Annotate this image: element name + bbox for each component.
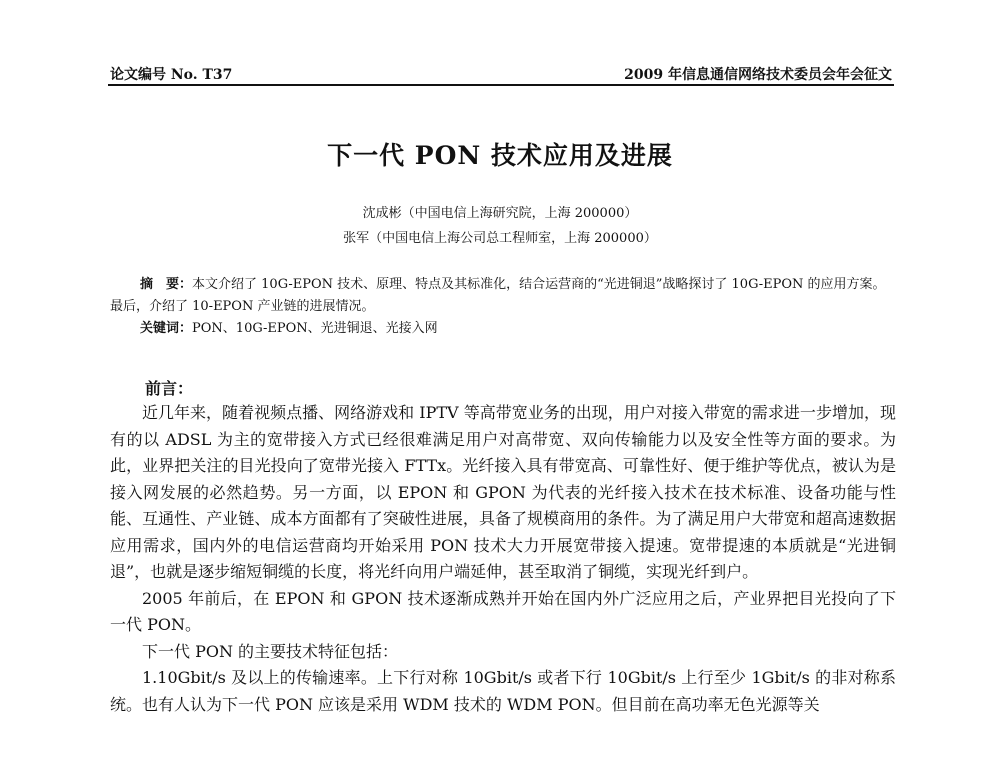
author-line-2: 张军（中国电信上海公司总工程师室，上海 200000）: [343, 231, 657, 246]
body-paragraph-4: 1.10Gbit/s 及以上的传输速率。上下行对称 10Gbit/s 或者下行 10Gbit/s 上行至少 1Gbit/s 的非对称系统。也有人认为下一代 PON 应该是采用 WDM 技术的 WDM PON。但目前在高功率无色光源等关: [110, 668, 896, 714]
author-line-1: 沈成彬（中国电信上海研究院，上海 200000）: [362, 206, 638, 221]
keywords-text: PON、10G-EPON、光进铜退、光接入网: [192, 321, 438, 336]
keywords-label: 关键词：: [140, 321, 193, 336]
body-paragraph-3: 下一代 PON 的主要技术特征包括：: [142, 641, 399, 661]
keywords-paragraph: [110, 318, 894, 340]
body-paragraph-1: 近几年来，随着视频点播、网络游戏和 IPTV 等高带宽业务的出现，用户对接入带宽的需求进一步增加，现有的以 ADSL 为主的宽带接入方式已经很难满足用户对高带宽、双向传输能力以及安全性等方面的要求。为此，业界把关注的目光投向了宽带光接入 FTTx。光纤接入具有带宽高、可靠性好、便于维护等优点，被认为是接入网发展的必然趋势。另一方面，以 EPON 和 GPON 为代表的光纤接入技术在技术标准、设备功能与性能、互通性、产业链、成本方面都有了突破性进展，具备了规模商用的条件。为了满足用户大带宽和超高速数据应用需求，国内外的电信运营商均开始采用 PON 技术大力开展宽带接入提速。宽带提速的本质就是“光进铜退”，也就是逐步缩短铜缆的长度，将光纤向用户端延伸，甚至取消了铜缆，实现光纤到户。: [110, 403, 896, 581]
paper-number: 论文编号 No. T37: [110, 67, 233, 83]
section-heading-intro: 前言：: [145, 379, 194, 398]
body-text: [110, 400, 896, 718]
abstract-text: 本文介绍了 10G-EPON 技术、原理、特点及其标准化，结合运营商的“光进铜退”战略探讨了 10G-EPON 的应用方案。最后，介绍了 10-EPON 产业链的进展情况。: [110, 277, 886, 314]
abstract-paragraph: [110, 274, 894, 318]
paper-title: 下一代 PON 技术应用及进展: [327, 141, 673, 170]
abstract-label: 摘 要：: [140, 277, 193, 292]
abstract-block: [110, 274, 894, 340]
body-paragraph-2: 2005 年前后，在 EPON 和 GPON 技术逐渐成熟并开始在国内外广泛应用之后，产业界把目光投向了下一代 PON。: [110, 588, 896, 634]
running-header: [108, 62, 894, 86]
conference-name: 2009 年信息通信网络技术委员会年会征文: [624, 67, 892, 83]
